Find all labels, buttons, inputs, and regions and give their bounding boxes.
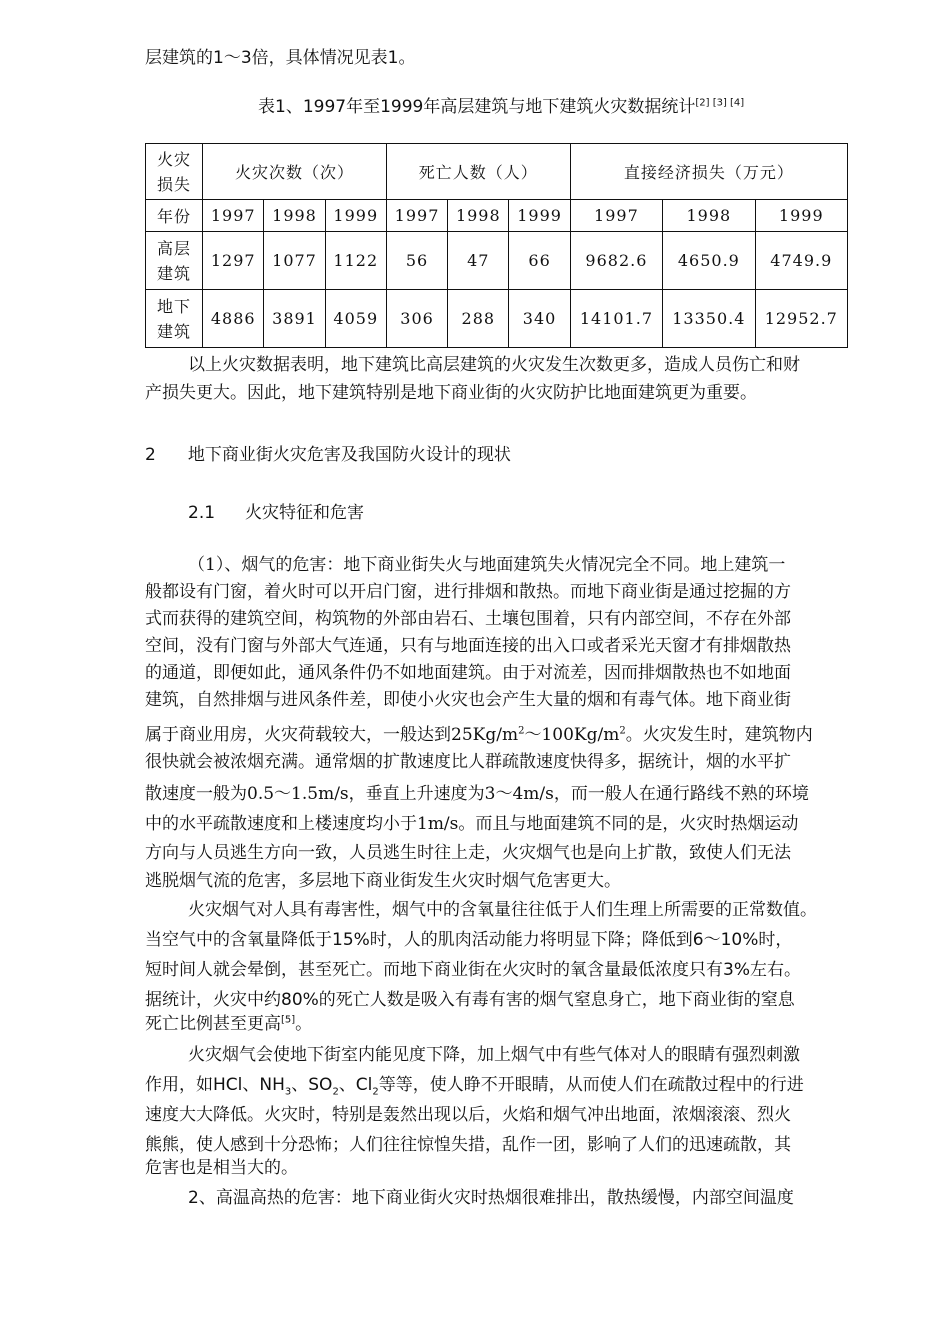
- paragraph-line: 火灾烟气会使地下街室内能见度下降，加上烟气中有些气体对人的眼睛有强烈刺激: [188, 1045, 800, 1065]
- paragraph-line: 建筑，自然排烟与进风条件差，即使小火灾也会产生大量的烟和有毒气体。地下商业街: [145, 690, 791, 710]
- table-year-row: [146, 200, 848, 232]
- paragraph-line: 逃脱烟气流的危害，多层地下商业街发生火灾时烟气危害更大。: [145, 871, 621, 891]
- paragraph-line: 2、高温高热的危害：地下商业街火灾时热烟很难排出，散热缓慢，内部空间温度: [188, 1188, 794, 1208]
- table-cell: 340: [509, 290, 570, 348]
- table-cell: 1122: [325, 232, 386, 290]
- paragraph-line: 当空气中的含氧量降低于15%时，人的肌肉活动能力将明显下降；降低到6～10%时，: [145, 930, 793, 950]
- section-2-1-heading: [188, 498, 364, 523]
- table-cell: 4749.9: [755, 232, 847, 290]
- year-cell: 1999: [755, 200, 847, 232]
- table-cell: 56: [386, 232, 447, 290]
- table-cell: 13350.4: [663, 290, 755, 348]
- paragraph-line: 方向与人员逃生方向一致，人员逃生时往上走，火灾烟气也是向上扩散，致使人们无法: [145, 843, 791, 863]
- year-cell: 1997: [570, 200, 662, 232]
- row-label-underground: 地下 建筑: [146, 290, 203, 348]
- paragraph-line: 死亡比例甚至更高[5]。: [145, 1014, 313, 1034]
- section-2-heading: [145, 440, 511, 465]
- year-cell: 1999: [509, 200, 570, 232]
- year-cell: 1997: [203, 200, 264, 232]
- paragraph-line: 速度大大降低。火灾时，特别是轰然出现以后，火焰和烟气冲出地面，浓烟滚滚、烈火: [145, 1105, 791, 1125]
- paragraph-line: 散速度一般为0.5～1.5m/s，垂直上升速度为3～4m/s，而一般人在通行路线不熟的环境: [145, 784, 809, 804]
- table-cell: 4059: [325, 290, 386, 348]
- group-header-loss: 直接经济损失（万元）: [570, 144, 847, 200]
- table-row: [146, 232, 848, 290]
- table-cell: 66: [509, 232, 570, 290]
- paragraph-line: 作用，如HCl、$NH_3$、$SO_2$、$Cl_2$等等，使人睁不开眼睛，从而使人们在疏散过程中的行进: [145, 1075, 804, 1098]
- paragraph-line: 很快就会被浓烟充满。通常烟的扩散速度比人群疏散速度快得多，据统计，烟的水平扩: [145, 752, 791, 772]
- table-cell: 306: [386, 290, 447, 348]
- paragraph-line: 短时间人就会晕倒，甚至死亡。而地下商业街在火灾时的氧含量最低浓度只有3%左右。: [145, 960, 801, 980]
- paragraph-line: 危害也是相当大的。: [145, 1158, 298, 1178]
- paragraph-line: 式而获得的建筑空间，构筑物的外部由岩石、土壤包围着，只有内部空间，不存在外部: [145, 609, 791, 629]
- paragraph-line: 空间，没有门窗与外部大气连通，只有与地面连接的出入口或者采光天窗才有排烟散热: [145, 636, 791, 656]
- paragraph-line: 熊熊，使人感到十分恐怖；人们往往惊惶失措，乱作一团，影响了人们的迅速疏散，其: [145, 1135, 791, 1155]
- corner-cell: 火灾 损失: [146, 144, 203, 200]
- table-row: [146, 290, 848, 348]
- paragraph-line: 据统计，火灾中约80%的死亡人数是吸入有毒有害的烟气窒息身亡，地下商业街的窒息: [145, 990, 795, 1010]
- paragraph-line: 般都设有门窗，着火时可以开启门窗，进行排烟和散热。而地下商业街是通过挖掘的方: [145, 582, 791, 602]
- table-header-row: [146, 144, 848, 200]
- table-cell: 1077: [264, 232, 325, 290]
- table-cell: 1297: [203, 232, 264, 290]
- table-cell: 4886: [203, 290, 264, 348]
- year-cell: 1998: [663, 200, 755, 232]
- table-cell: 9682.6: [570, 232, 662, 290]
- table-cell: 14101.7: [570, 290, 662, 348]
- table-cell: 288: [448, 290, 509, 348]
- row-label-highrise: 高层 建筑: [146, 232, 203, 290]
- group-header-deaths: 死亡人数（人）: [386, 144, 570, 200]
- table-cell: 3891: [264, 290, 325, 348]
- table-cell: 12952.7: [755, 290, 847, 348]
- section-number: 2: [145, 445, 156, 465]
- table-caption: [258, 92, 744, 117]
- paragraph-line: 产损失更大。因此，地下建筑特别是地下商业街的火灾防护比地面建筑更为重要。: [145, 383, 757, 403]
- table-cell: 47: [448, 232, 509, 290]
- section-title: 火灾特征和危害: [245, 503, 365, 523]
- section-number: 2.1: [188, 503, 216, 523]
- paragraph-line: 以上火灾数据表明，地下建筑比高层建筑的火灾发生次数更多，造成人员伤亡和财: [188, 355, 800, 375]
- fire-statistics-table: [145, 143, 848, 348]
- year-cell: 1998: [264, 200, 325, 232]
- paragraph-line: 属于商业用房，火灾荷载较大，一般达到$25Kg/m^2\sim 100Kg/m^2$。火灾发生时，建筑物内: [145, 725, 813, 745]
- table-caption-text: 表1、1997年至1999年高层建筑与地下建筑火灾数据统计: [258, 97, 696, 117]
- group-header-fires: 火灾次数（次）: [203, 144, 387, 200]
- year-label-cell: 年份: [146, 200, 203, 232]
- year-cell: 1997: [386, 200, 447, 232]
- intro-line: 层建筑的1～3倍，具体情况见表1。: [145, 48, 416, 68]
- paragraph-line: 中的水平疏散速度和上楼速度均小于1m/s。而且与地面建筑不同的是，火灾时热烟运动: [145, 814, 799, 834]
- year-cell: 1998: [448, 200, 509, 232]
- table-cell: 4650.9: [663, 232, 755, 290]
- paragraph-line: （1）、烟气的危害：地下商业街失火与地面建筑失火情况完全不同。地上建筑一: [188, 555, 786, 575]
- paragraph-line: 的通道，即便如此，通风条件仍不如地面建筑。由于对流差，因而排烟散热也不如地面: [145, 663, 791, 683]
- section-title: 地下商业街火灾危害及我国防火设计的现状: [187, 445, 511, 465]
- paragraph-line: 火灾烟气对人具有毒害性，烟气中的含氧量往往低于人们生理上所需要的正常数值。: [188, 900, 817, 920]
- caption-refs: [2] [3] [4]: [695, 97, 745, 109]
- year-cell: 1999: [325, 200, 386, 232]
